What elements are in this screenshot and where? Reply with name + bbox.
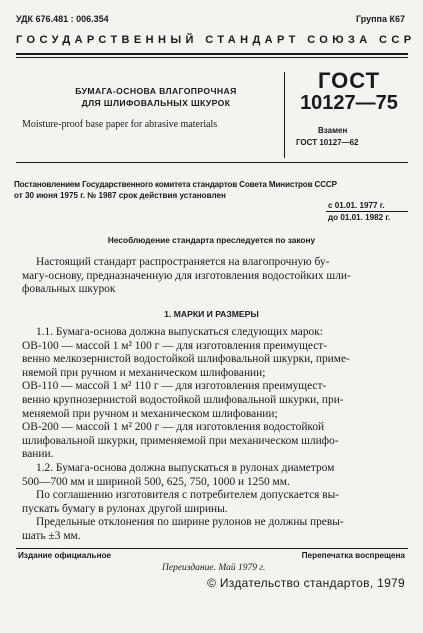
decree-date-from: с 01.01. 1977 г. — [328, 201, 385, 210]
section-line: шлифовальной шкурки, применяемой при механическом шлифо- — [22, 434, 339, 447]
doc-title-line2: ДЛЯ ШЛИФОВАЛЬНЫХ ШКУРОК — [81, 98, 231, 108]
section-line: ОВ-110 — массой 1 м² 110 г — для изготовления преимущест- — [22, 380, 327, 393]
header-rule-thin — [16, 57, 408, 58]
decree-line1: Постановлением Государственного комитета стандартов Совета Министров СССР — [14, 180, 337, 189]
gost-label: ГОСТ — [317, 68, 381, 93]
section-line: венно мелкозернистой водостойкой шлифовальной шкурки, приме- — [22, 353, 350, 366]
section-line: Предельные отклонения по ширине рулонов не должны превы- — [36, 516, 344, 529]
section-line: 1.2. Бумага-основа должна выпускаться в рулонах диаметром — [36, 461, 335, 474]
official-edition: Издание официальное — [18, 551, 112, 560]
replaces-label: Взамен — [318, 126, 348, 135]
replaces-value: ГОСТ 10127—62 — [296, 138, 359, 147]
section-line: По соглашению изготовителя с потребителем допускается вы- — [36, 489, 340, 502]
footer-rule — [16, 548, 408, 549]
section-line: меняемой при ручном и механическом шлифовании; — [22, 407, 278, 420]
gost-number: 10127—75 — [300, 92, 398, 114]
section-line: пускать бумагу в рулонах другой ширины. — [22, 502, 228, 515]
section-line: шать ±3 мм. — [22, 529, 81, 542]
intro-paragraph — [22, 256, 406, 297]
section-line: ОВ-100 — массой 1 м² 100 г — для изготовления преимущест- — [22, 339, 328, 352]
title-rule-bottom — [16, 162, 408, 163]
section1-body — [22, 326, 406, 544]
title-divider — [284, 72, 285, 158]
header-rule-thick — [16, 53, 408, 55]
group-code: Группа К67 — [355, 14, 405, 24]
intro-line: Настоящий стандарт распространяется на влагопрочную бу- — [36, 256, 330, 268]
section-line: ОВ-200 — массой 1 м² 200 г — для изготовления водостойкой — [22, 421, 325, 434]
doc-title-english: Moisture-proof base paper for abrasive materials — [22, 119, 218, 130]
reprint-forbidden: Перепечатка воспрещена — [301, 551, 405, 560]
copyright: © Издательство стандартов, 1979 — [207, 576, 405, 590]
section-line: няемой при ручном и механическом шлифовании; — [22, 366, 266, 379]
section-line: венно крупнозернистой водостойкой шлифовальной шкурки, при- — [22, 393, 344, 406]
decree-date-rule — [326, 211, 408, 212]
section-line: 1.1. Бумага-основа должна выпускаться следующих марок: — [36, 326, 323, 338]
reissue-note: Переиздание. Май 1979 г. — [162, 563, 266, 573]
decree-date-to: до 01.01. 1982 г. — [328, 213, 391, 222]
udk-code: УДК 676.481 : 006.354 — [16, 14, 109, 24]
law-notice: Несоблюдение стандарта преследуется по закону — [107, 235, 316, 245]
section-line: вании. — [22, 448, 54, 461]
section-heading: 1. МАРКИ И РАЗМЕРЫ — [164, 309, 259, 319]
section-line: 500—700 мм и шириной 500, 625, 750, 1000 и 1250 мм. — [22, 475, 290, 488]
standard-title: ГОСУДАРСТВЕННЫЙ СТАНДАРТ СОЮЗА ССР — [16, 34, 416, 46]
doc-title-line1: БУМАГА-ОСНОВА ВЛАГОПРОЧНАЯ — [75, 86, 237, 96]
intro-line: магу-основу, предназначенную для изготовления водостойких шли- — [22, 269, 351, 282]
decree-line2: от 30 июня 1975 г. № 1987 срок действия установлен — [14, 191, 226, 200]
intro-line: фовальных шкурок — [22, 283, 116, 296]
